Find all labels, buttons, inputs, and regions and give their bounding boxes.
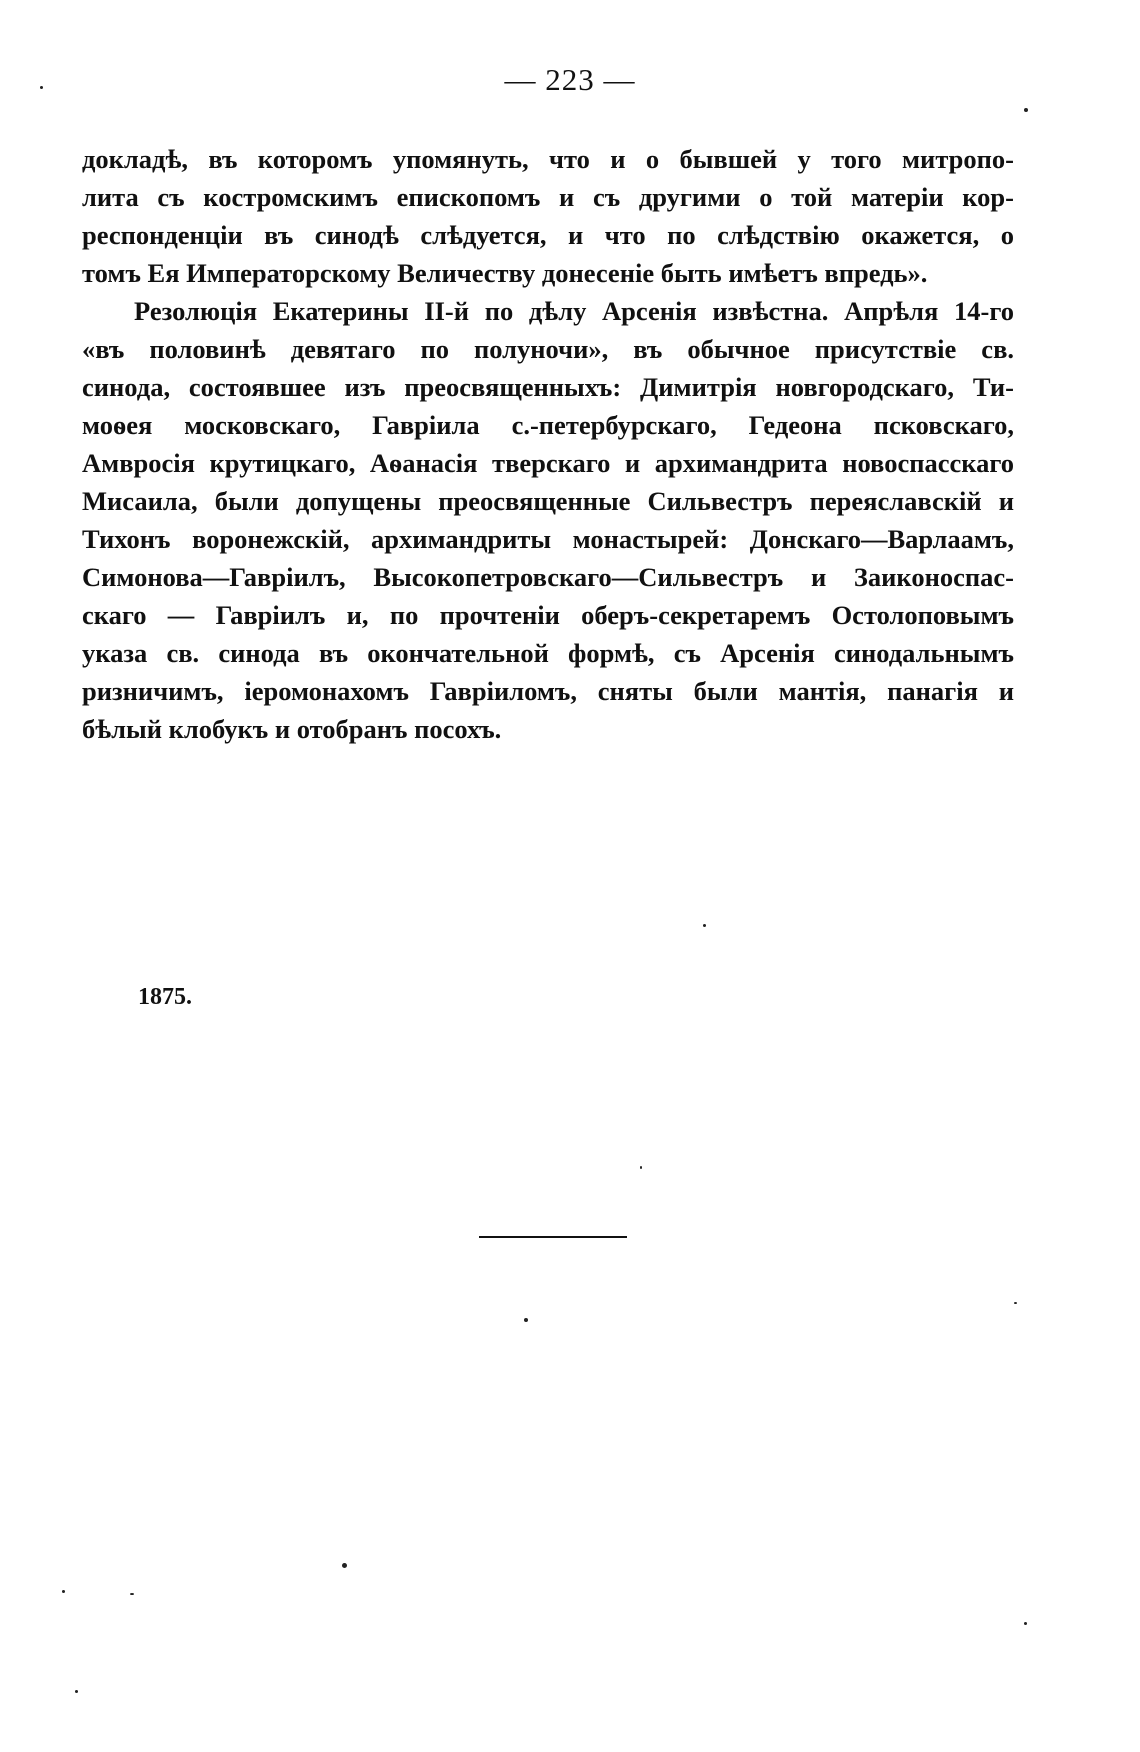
page-number: — 223 —	[504, 62, 636, 97]
scan-speck	[342, 1563, 347, 1568]
text-line: бѣлый клобукъ и отобранъ посохъ.	[82, 714, 502, 744]
text-line: томъ Ея Императорскому Величеству донесеніе быть имѣетъ впредь».	[82, 258, 928, 288]
year-mark: 1875.	[138, 984, 192, 1010]
scan-speck	[1024, 108, 1028, 112]
closing-rule	[479, 1236, 627, 1238]
body-text	[82, 140, 1014, 748]
text-line: указа св. синода въ окончательной формѣ, съ Арсенія синодальнымъ	[82, 638, 1014, 668]
scan-speck	[62, 1590, 65, 1593]
text-line: «въ половинѣ девятаго по полуночи», въ обычное присутствіе св.	[82, 334, 1014, 364]
text-line: Тихонъ воронежскій, архимандриты монастырей: Донскаго—Варлаамъ,	[82, 524, 1014, 554]
text-line: Амвросія крутицкаго, Аѳанасія тверскаго и архимандрита новоспасскаго	[82, 448, 1014, 478]
text-line: респонденціи въ синодѣ слѣдуется, и что по слѣдствію окажется, о	[82, 220, 1014, 250]
paragraph-start-line: Резолюція Екатерины II-й по дѣлу Арсенія извѣстна. Апрѣля 14-го	[134, 296, 1014, 326]
scan-speck	[75, 1690, 78, 1693]
text-line: ризничимъ, іеромонахомъ Гавріиломъ, сняты были мантія, панагія и	[82, 676, 1014, 706]
text-line: лита съ костромскимъ епископомъ и съ другими о той матеріи кор-	[82, 182, 1014, 212]
text-line: Мисаила, были допущены преосвященные Сильвестръ переяславскій и	[82, 486, 1014, 516]
scan-speck	[40, 86, 43, 89]
scan-speck	[1024, 1622, 1027, 1625]
scan-speck	[1014, 1302, 1017, 1304]
scan-speck	[703, 924, 706, 927]
scan-speck	[130, 1593, 134, 1595]
scan-speck	[640, 1166, 642, 1169]
text-line: скаго — Гавріилъ и, по прочтеніи оберъ-секретаремъ Остолоповымъ	[82, 600, 1014, 630]
text-line: Симонова—Гавріилъ, Высокопетровскаго—Сильвестръ и Заиконоспас-	[82, 562, 1014, 592]
text-line: синода, состоявшее изъ преосвященныхъ: Димитрія новгородскаго, Ти-	[82, 372, 1014, 402]
text-line: моѳея московскаго, Гавріила с.-петербурскаго, Гедеона псковскаго,	[82, 410, 1014, 440]
text-line: докладѣ, въ которомъ упомянуть, что и о бывшей у того митропо-	[82, 144, 1014, 174]
scan-speck	[524, 1318, 528, 1322]
